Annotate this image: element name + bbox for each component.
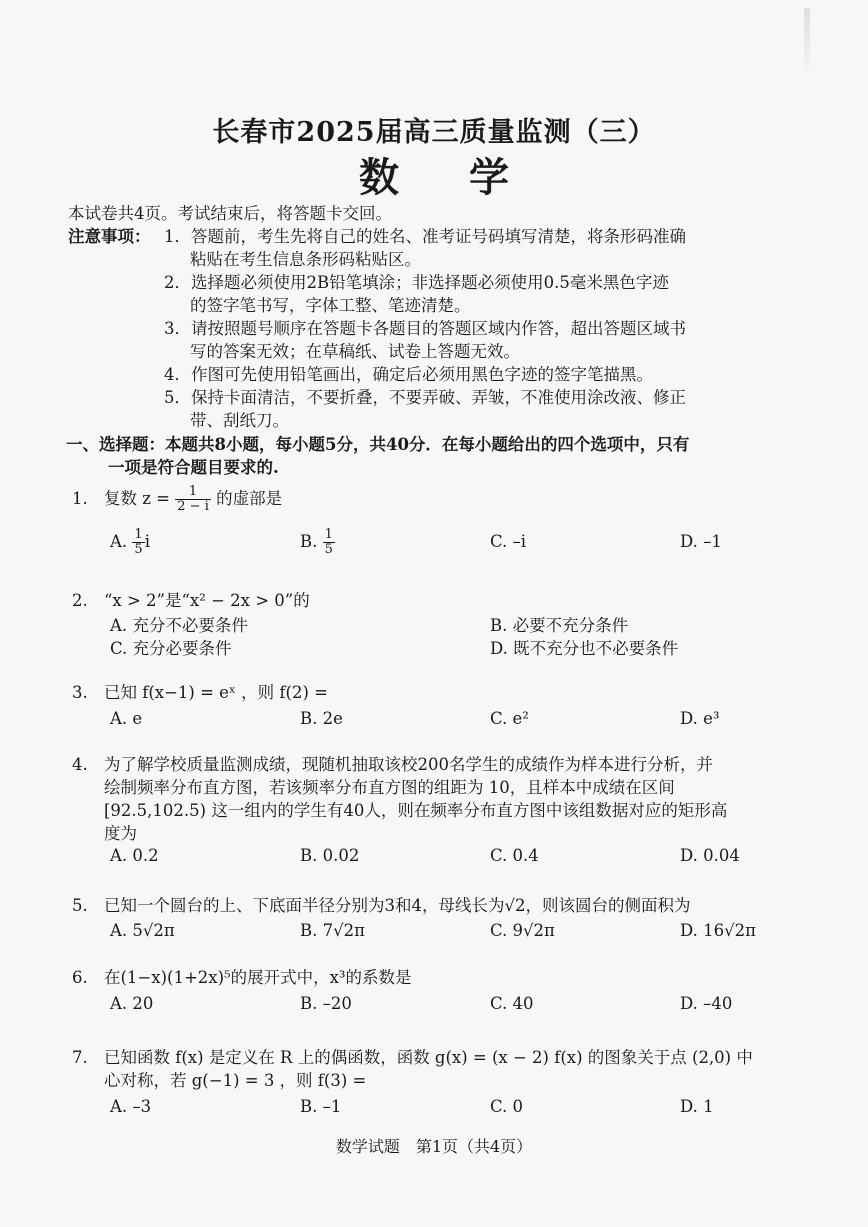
option-label: B. xyxy=(300,532,318,551)
question-5-option-b: B. 7√2π xyxy=(300,921,365,940)
question-5-option-a: A. 5√2π xyxy=(110,921,175,940)
question-1-fraction xyxy=(175,485,211,514)
question-7-option-b: B. –1 xyxy=(300,1097,342,1116)
question-4-line-1: 为了解学校质量监测成绩，现随机抽取该校200名学生的成绩作为样本进行分析，并 xyxy=(104,755,713,774)
question-1-option-d: D. –1 xyxy=(680,532,722,551)
note-4-line-1: 4．作图可先使用铅笔画出，确定后必须用黑色字迹的签字笔描黑。 xyxy=(164,365,653,384)
intro-line: 本试卷共4页。考试结束后，将答题卡交回。 xyxy=(68,204,392,223)
question-7-line-2: 心对称，若 g(−1) = 3 ，则 f(3) = xyxy=(104,1071,367,1090)
question-2-option-c: C. 充分必要条件 xyxy=(110,639,232,658)
question-6-option-d: D. –40 xyxy=(680,994,733,1013)
question-5-option-d: D. 16√2π xyxy=(680,921,756,940)
question-3-stem: 已知 f(x−1) = eˣ ，则 f(2) = xyxy=(104,683,328,702)
scan-edge-mark xyxy=(804,8,810,68)
note-3-line-2: 写的答案无效；在草稿纸、试卷上答题无效。 xyxy=(190,342,520,361)
question-1-option-a xyxy=(110,523,150,561)
question-2-option-b: B. 必要不充分条件 xyxy=(490,616,629,635)
question-4-option-c: C. 0.4 xyxy=(490,846,539,865)
question-1-stem-pre: 复数 z = xyxy=(104,489,171,508)
option-fraction xyxy=(323,528,335,557)
option-suffix: i xyxy=(144,532,150,551)
fraction-numerator: 1 xyxy=(324,527,333,542)
fraction-denominator: 5 xyxy=(134,542,143,557)
notes-label: 注意事项： xyxy=(68,227,151,246)
section-heading-line-1: 一、选择题：本题共8小题，每小题5分，共40分．在每小题给出的四个选项中，只有 xyxy=(66,435,690,454)
exam-title: 长春市2025届高三质量监测（三） xyxy=(212,117,656,148)
fraction-numerator: 1 xyxy=(134,527,143,542)
fraction-denominator: 2 − i xyxy=(177,499,209,514)
page-footer: 数学试题 第1页（共4页） xyxy=(335,1137,533,1156)
note-2-line-2: 的签字笔书写，字体工整、笔迹清楚。 xyxy=(190,296,471,315)
question-2-option-d: D. 既不充分也不必要条件 xyxy=(490,639,679,658)
question-6-option-b: B. –20 xyxy=(300,994,352,1013)
question-5-number: 5. xyxy=(72,896,88,915)
fraction-denominator: 5 xyxy=(324,542,333,557)
question-1-stem xyxy=(104,480,282,518)
question-3-option-d: D. e³ xyxy=(680,709,720,728)
question-3-option-b: B. 2e xyxy=(300,709,343,728)
question-1-option-c: C. –i xyxy=(490,532,527,551)
question-2-stem: “x > 2”是“x² − 2x > 0”的 xyxy=(104,591,310,610)
question-4-line-4: 度为 xyxy=(104,824,137,843)
option-fraction xyxy=(132,528,144,557)
question-7-option-d: D. 1 xyxy=(680,1097,714,1116)
question-7-option-c: C. 0 xyxy=(490,1097,524,1116)
question-6-option-a: A. 20 xyxy=(110,994,154,1013)
question-6-stem: 在(1−x)(1+2x)⁵的展开式中，x³的系数是 xyxy=(104,968,412,987)
note-1-line-2: 粘贴在考生信息条形码粘贴区。 xyxy=(190,250,421,269)
question-2-number: 2. xyxy=(72,591,88,610)
question-5-option-c: C. 9√2π xyxy=(490,921,555,940)
question-4-option-d: D. 0.04 xyxy=(680,846,740,865)
question-7-option-a: A. –3 xyxy=(110,1097,152,1116)
question-7-line-1: 已知函数 f(x) 是定义在 R 上的偶函数，函数 g(x) = (x − 2) f(x) 的图象关于点 (2,0) 中 xyxy=(104,1048,753,1067)
note-5-line-2: 带、刮纸刀。 xyxy=(190,411,289,430)
question-7-number: 7. xyxy=(72,1048,88,1067)
question-4-option-b: B. 0.02 xyxy=(300,846,360,865)
fraction-numerator: 1 xyxy=(175,485,211,500)
note-3-line-1: 3．请按照题号顺序在答题卡各题目的答题区域内作答，超出答题区域书 xyxy=(164,319,686,338)
subject-title: 数 学 xyxy=(359,154,537,201)
section-heading-line-2: 一项是符合题目要求的. xyxy=(108,458,279,477)
note-2-line-1: 2．选择题必须使用2B铅笔填涂；非选择题必须使用0.5毫米黑色字迹 xyxy=(164,273,669,292)
question-3-number: 3. xyxy=(72,683,88,702)
question-2-option-a: A. 充分不必要条件 xyxy=(110,616,248,635)
question-4-line-3: [92.5,102.5) 这一组内的学生有40人，则在频率分布直方图中该组数据对应的矩形高 xyxy=(104,801,728,820)
question-5-stem: 已知一个圆台的上、下底面半径分别为3和4，母线长为√2，则该圆台的侧面积为 xyxy=(104,896,691,915)
question-4-number: 4. xyxy=(72,755,88,774)
question-3-option-a: A. e xyxy=(110,709,143,728)
question-4-option-a: A. 0.2 xyxy=(110,846,159,865)
question-3-option-c: C. e² xyxy=(490,709,529,728)
option-label: A. xyxy=(110,532,128,551)
question-1-stem-post: 的虚部是 xyxy=(216,489,283,508)
note-1-line-1: 1．答题前，考生先将自己的姓名、准考证号码填写清楚，将条形码准确 xyxy=(164,227,686,246)
question-6-number: 6. xyxy=(72,968,88,987)
question-1-option-b xyxy=(300,523,335,561)
question-4-line-2: 绘制频率分布直方图，若该频率分布直方图的组距为 10，且样本中成绩在区间 xyxy=(104,778,675,797)
question-1-number: 1. xyxy=(72,489,88,508)
note-5-line-1: 5．保持卡面清洁，不要折叠，不要弄破、弄皱，不准使用涂改液、修正 xyxy=(164,388,686,407)
question-6-option-c: C. 40 xyxy=(490,994,534,1013)
